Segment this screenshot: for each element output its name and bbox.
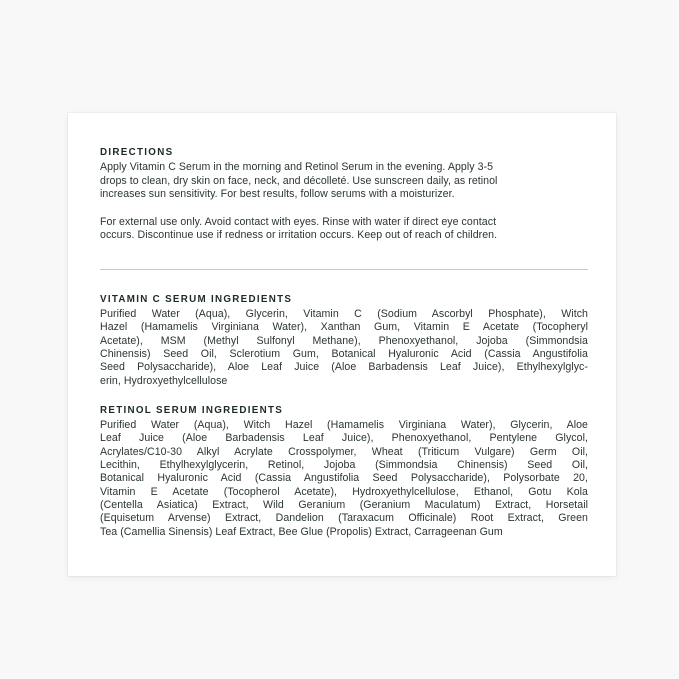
retinol-ingredients-heading: RETINOL SERUM INGREDIENTS xyxy=(100,404,284,416)
vitamin-c-ingredients-section xyxy=(100,293,588,388)
text-line: occurs. Discontinue use if redness or irritation occurs. Keep out of reach of children. xyxy=(100,229,498,242)
text-line: Tea (Camellia Sinensis) Leaf Extract, Bee Glue (Propolis) Extract, Carrageenan Gum xyxy=(100,525,503,538)
text-line: Acetate), MSM (Methyl Sulfonyl Methane), Phenoxyethanol, Jojoba (Simmondsia xyxy=(100,334,588,347)
directions-warning-paragraph xyxy=(100,216,588,243)
text-line: erin, Hydroxyethylcellulose xyxy=(100,374,228,387)
text-line: For external use only. Avoid contact with eyes. Rinse with water if direct eye contact xyxy=(100,216,497,229)
retinol-ingredients-list xyxy=(100,419,588,539)
text-line: drops to clean, dry skin on face, neck, and décolleté. Use sunscreen daily, as retinol xyxy=(100,174,498,187)
text-line: (Centella Asiatica) Extract, Wild Geranium (Geranium Maculatum) Extract, Horsetail xyxy=(100,498,588,511)
vitamin-c-ingredients-list xyxy=(100,308,588,388)
directions-usage-paragraph xyxy=(100,161,588,201)
text-line: (Equisetum Arvense) Extract, Dandelion (Taraxacum Officinale) Root Extract, Green xyxy=(100,512,588,525)
text-line: Lecithin, Ethylhexylglycerin, Retinol, Jojoba (Simmondsia Chinensis) Seed Oil, xyxy=(100,459,588,472)
text-line: Seed Polysaccharide), Aloe Leaf Juice (Aloe Barbadensis Leaf Juice), Ethylhexylglyc- xyxy=(100,361,588,374)
product-label-card xyxy=(68,113,616,576)
text-line: Acrylates/C10-30 Alkyl Acrylate Crosspolymer, Wheat (Triticum Vulgare) Germ Oil, xyxy=(100,445,588,458)
text-line: Purified Water (Aqua), Glycerin, Vitamin C (Sodium Ascorbyl Phosphate), Witch xyxy=(100,308,588,321)
vitamin-c-ingredients-heading: VITAMIN C SERUM INGREDIENTS xyxy=(100,293,293,305)
text-line: Botanical Hyaluronic Acid (Cassia Angustifolia Seed Polysaccharide), Polysorbate 20, xyxy=(100,472,588,485)
text-line: Vitamin E Acetate (Tocopherol Acetate), Hydroxyethylcellulose, Ethanol, Gotu Kola xyxy=(100,485,588,498)
text-line: Hazel (Hamamelis Virginiana Water), Xanthan Gum, Vitamin E Acetate (Tocopheryl xyxy=(100,321,588,334)
text-line: increases sun sensitivity. For best results, follow serums with a moisturizer. xyxy=(100,187,455,200)
text-line: Leaf Juice (Aloe Barbadensis Leaf Juice), Phenoxyethanol, Pentylene Glycol, xyxy=(100,432,588,445)
directions-heading: DIRECTIONS xyxy=(100,147,174,158)
directions-section xyxy=(100,146,588,243)
text-line: Purified Water (Aqua), Witch Hazel (Hamamelis Virginiana Water), Glycerin, Aloe xyxy=(100,419,588,432)
retinol-ingredients-section xyxy=(100,404,588,539)
section-divider xyxy=(100,269,588,270)
text-line: Chinensis) Seed Oil, Sclerotium Gum, Botanical Hyaluronic Acid (Cassia Angustifolia xyxy=(100,347,588,360)
text-line: Apply Vitamin C Serum in the morning and Retinol Serum in the evening. Apply 3-5 xyxy=(100,161,494,174)
